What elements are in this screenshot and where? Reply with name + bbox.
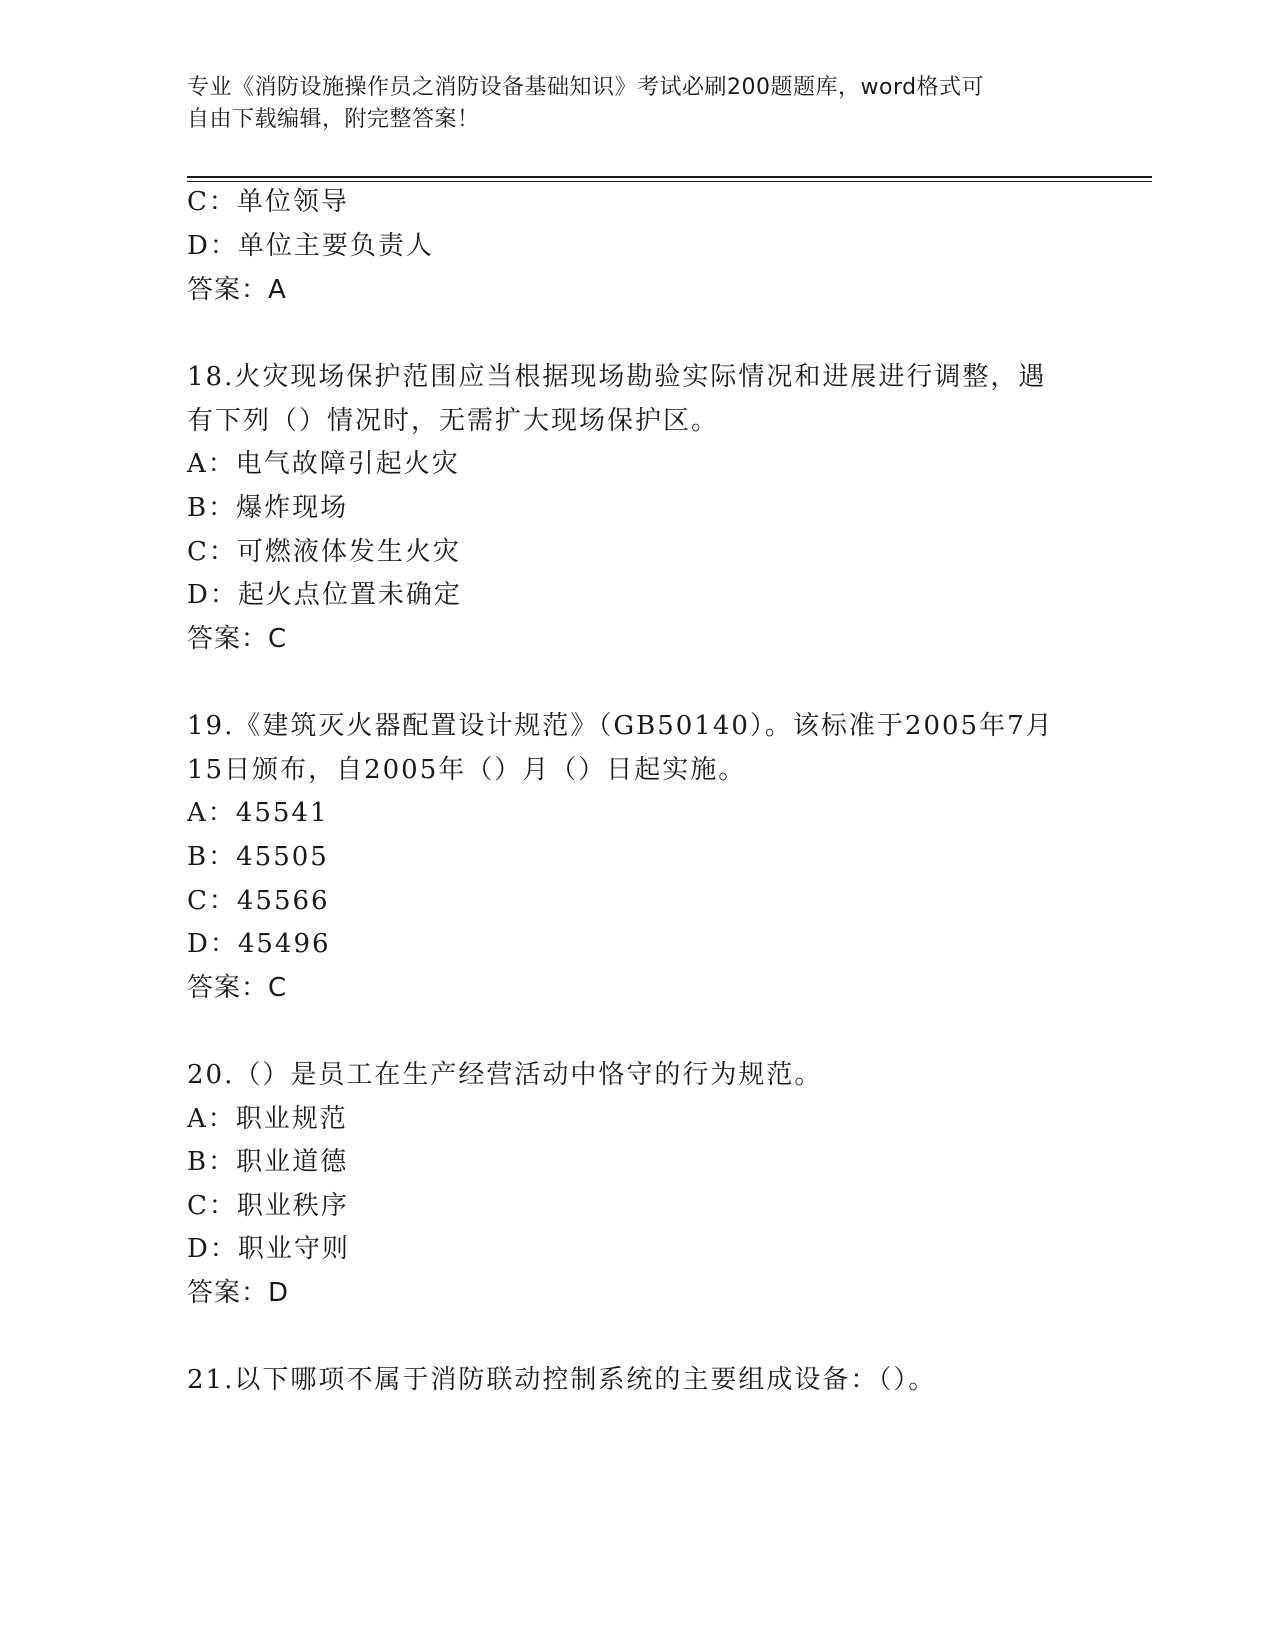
document-header xyxy=(187,72,1087,136)
header-line-1: 专业《消防设施操作员之消防设备基础知识》考试必刷200题题库，word格式可 xyxy=(187,75,985,100)
q19-option-d: D：45496 xyxy=(187,929,331,959)
q19-option-a: A：45541 xyxy=(187,798,329,828)
q18-answer: 答案：C xyxy=(187,624,288,654)
q19-stem-line-1: 19.《建筑灭火器配置设计规范》（GB50140）。该标准于2005年7月 xyxy=(187,711,1054,741)
q19-option-b: B：45505 xyxy=(187,842,329,872)
q19-answer: 答案：C xyxy=(187,973,288,1003)
q17-option-d: D：单位主要负责人 xyxy=(187,231,434,261)
q19-stem-line-2: 15日颁布，自2005年（）月（）日起实施。 xyxy=(187,755,747,785)
q21-stem: 21.以下哪项不属于消防联动控制系统的主要组成设备：（）。 xyxy=(187,1365,937,1395)
q20-option-a: A：职业规范 xyxy=(187,1104,348,1134)
header-line-2: 自由下载编辑，附完整答案！ xyxy=(187,107,480,132)
header-divider-thick xyxy=(187,176,1152,178)
q17-answer: 答案：A xyxy=(187,275,287,305)
q18-stem-line-2: 有下列（）情况时，无需扩大现场保护区。 xyxy=(187,406,720,436)
q17-option-c: C：单位领导 xyxy=(187,187,349,217)
q18-option-c: C：可燃液体发生火灾 xyxy=(187,537,461,567)
q18-option-a: A：电气故障引起火灾 xyxy=(187,449,460,479)
q20-stem: 20.（）是员工在生产经营活动中恪守的行为规范。 xyxy=(187,1060,823,1090)
q20-answer: 答案：D xyxy=(187,1278,290,1308)
q20-option-c: C：职业秩序 xyxy=(187,1191,349,1221)
q18-option-d: D：起火点位置未确定 xyxy=(187,580,462,610)
q19-option-c: C：45566 xyxy=(187,886,330,916)
q20-option-b: B：职业道德 xyxy=(187,1147,349,1177)
header-divider-thin xyxy=(187,181,1152,182)
q18-option-b: B：爆炸现场 xyxy=(187,493,349,523)
q20-option-d: D：职业守则 xyxy=(187,1234,350,1264)
q18-stem-line-1: 18.火灾现场保护范围应当根据现场勘验实际情况和进展进行调整，遇 xyxy=(187,362,1047,392)
